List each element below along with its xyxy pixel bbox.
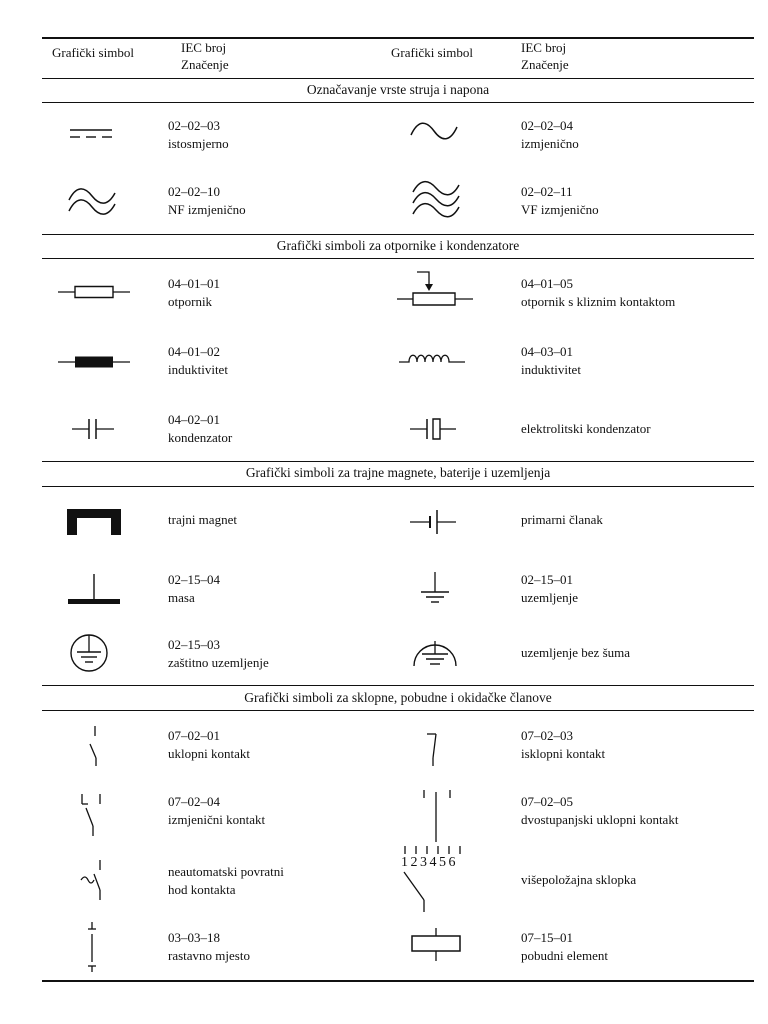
primary-cell-icon bbox=[408, 508, 458, 536]
cell-hf-ac bbox=[521, 183, 599, 219]
iec-code: 04–02–01 bbox=[168, 412, 220, 427]
header-symbol-left: Grafički simbol bbox=[52, 45, 134, 60]
meaning-line-2: hod kontakta bbox=[168, 882, 236, 897]
meaning: višepoložajna sklopka bbox=[521, 872, 637, 887]
changeover-contact-icon bbox=[78, 790, 108, 838]
iec-code: 04–01–01 bbox=[168, 276, 220, 291]
top-rule bbox=[42, 37, 754, 39]
cell-potentiometer bbox=[521, 275, 675, 311]
cell-two-step-contact bbox=[521, 793, 678, 829]
iec-code: 07–02–01 bbox=[168, 728, 220, 743]
iec-code: 02–15–03 bbox=[168, 637, 220, 652]
lf-ac-icon bbox=[66, 186, 118, 218]
manual-return-contact-icon bbox=[78, 858, 110, 902]
chassis-ground-icon bbox=[66, 572, 122, 606]
section-4-rule bbox=[42, 710, 754, 711]
break-contact-icon bbox=[422, 724, 446, 768]
cell-electrolytic bbox=[521, 420, 651, 438]
protective-earth-icon bbox=[68, 632, 110, 674]
meaning: kondenzator bbox=[168, 430, 233, 445]
cell-primary-cell bbox=[521, 511, 603, 529]
cell-capacitor bbox=[168, 411, 232, 447]
meaning: zaštitno uzemljenje bbox=[168, 655, 269, 670]
potentiometer-icon bbox=[395, 270, 475, 310]
meaning: primarni članak bbox=[521, 512, 603, 527]
header-meaning-label: Značenje bbox=[181, 57, 229, 72]
meaning: uklopni kontakt bbox=[168, 746, 250, 761]
iec-code: 07–02–04 bbox=[168, 794, 220, 809]
meaning: izmjenično bbox=[521, 136, 579, 151]
cell-ac bbox=[521, 117, 579, 153]
meaning: induktivitet bbox=[168, 362, 228, 377]
switch-position-numbers: 1 2 3 4 5 6 bbox=[401, 855, 455, 870]
meaning: uzemljenje bbox=[521, 590, 579, 605]
hf-ac-icon bbox=[410, 180, 462, 222]
header-iec-left bbox=[181, 39, 229, 73]
cell-manual-return bbox=[168, 863, 284, 899]
cell-inductor-coil bbox=[521, 343, 581, 379]
cell-isolating-point bbox=[168, 929, 250, 965]
cell-magnet bbox=[168, 511, 237, 529]
iec-code: 02–02–04 bbox=[521, 118, 573, 133]
resistor-icon bbox=[56, 283, 132, 301]
two-step-contact-icon bbox=[414, 786, 460, 846]
cell-resistor bbox=[168, 275, 220, 311]
section-title-switches: Grafički simboli za sklopne, pobudne i okidačke članove bbox=[244, 690, 552, 705]
cell-chassis-ground bbox=[168, 571, 220, 607]
section-title-resistors: Grafički simboli za otpornike i kondenzatore bbox=[276, 238, 520, 253]
actuator-coil-icon bbox=[408, 926, 464, 964]
cell-inductor bbox=[168, 343, 228, 379]
multiposition-switch-icon bbox=[396, 842, 472, 914]
noiseless-earth-icon bbox=[410, 638, 460, 670]
meaning: rastavno mjesto bbox=[168, 948, 250, 963]
inductor-filled-icon bbox=[56, 353, 132, 371]
inductor-coil-icon bbox=[397, 350, 467, 366]
iec-code: 07–02–03 bbox=[521, 728, 573, 743]
iec-code: 04–03–01 bbox=[521, 344, 573, 359]
iec-code: 03–03–18 bbox=[168, 930, 220, 945]
header-iec-right bbox=[521, 39, 569, 73]
cell-protective-earth bbox=[168, 636, 269, 672]
iec-code: 02–02–10 bbox=[168, 184, 220, 199]
meaning: otpornik bbox=[168, 294, 213, 309]
meaning: elektrolitski kondenzator bbox=[521, 421, 651, 436]
section-2-top-rule bbox=[42, 234, 754, 235]
cell-lf-ac bbox=[168, 183, 246, 219]
meaning: isklopni kontakt bbox=[521, 746, 606, 761]
ac-icon bbox=[408, 118, 460, 144]
bottom-rule bbox=[42, 980, 754, 982]
section-3-top-rule bbox=[42, 461, 754, 462]
section-3-rule bbox=[42, 486, 754, 487]
meaning: VF izmjenično bbox=[521, 202, 599, 217]
cell-multiposition-switch bbox=[521, 871, 636, 889]
cell-actuator-coil bbox=[521, 929, 608, 965]
make-contact-icon bbox=[84, 724, 104, 768]
cell-noiseless-earth bbox=[521, 644, 630, 662]
dc-icon bbox=[66, 124, 116, 144]
cell-make-contact bbox=[168, 727, 250, 763]
header-iec-label: IEC broj bbox=[181, 40, 227, 55]
section-1-rule bbox=[42, 102, 754, 103]
header-symbol-right: Grafički simbol bbox=[391, 45, 473, 60]
section-4-top-rule bbox=[42, 685, 754, 686]
meaning: trajni magnet bbox=[168, 512, 237, 527]
iec-code: 07–15–01 bbox=[521, 930, 573, 945]
electrolytic-capacitor-icon bbox=[408, 416, 458, 442]
section-title-currents: Označavanje vrste struja i napona bbox=[306, 82, 490, 97]
meaning: induktivitet bbox=[521, 362, 581, 377]
permanent-magnet-icon bbox=[65, 507, 123, 537]
iec-code: 02–02–11 bbox=[521, 184, 573, 199]
capacitor-icon bbox=[70, 416, 116, 442]
meaning: pobudni element bbox=[521, 948, 609, 963]
header-iec-label: IEC broj bbox=[521, 40, 567, 55]
cell-break-contact bbox=[521, 727, 605, 763]
cell-changeover-contact bbox=[168, 793, 265, 829]
cell-earth-ground bbox=[521, 571, 578, 607]
meaning: otpornik s kliznim kontaktom bbox=[521, 294, 676, 309]
earth-ground-icon bbox=[418, 570, 452, 606]
iec-code: 02–15–01 bbox=[521, 572, 573, 587]
isolating-point-icon bbox=[82, 920, 102, 974]
iec-code: 07–02–05 bbox=[521, 794, 573, 809]
header-rule bbox=[42, 78, 754, 79]
meaning: izmjenični kontakt bbox=[168, 812, 266, 827]
iec-code: 02–02–03 bbox=[168, 118, 220, 133]
meaning: dvostupanjski uklopni kontakt bbox=[521, 812, 679, 827]
header-meaning-label: Značenje bbox=[521, 57, 569, 72]
meaning: NF izmjenično bbox=[168, 202, 246, 217]
section-title-magnets: Grafički simboli za trajne magnete, baterije i uzemljenja bbox=[245, 465, 551, 480]
iec-code: 04–01–02 bbox=[168, 344, 220, 359]
iec-code: 04–01–05 bbox=[521, 276, 573, 291]
cell-dc bbox=[168, 117, 229, 153]
meaning: masa bbox=[168, 590, 195, 605]
iec-code: 02–15–04 bbox=[168, 572, 220, 587]
meaning: istosmjerno bbox=[168, 136, 229, 151]
meaning: uzemljenje bez šuma bbox=[521, 645, 631, 660]
meaning: neautomatski povratni bbox=[168, 864, 284, 879]
section-2-rule bbox=[42, 258, 754, 259]
